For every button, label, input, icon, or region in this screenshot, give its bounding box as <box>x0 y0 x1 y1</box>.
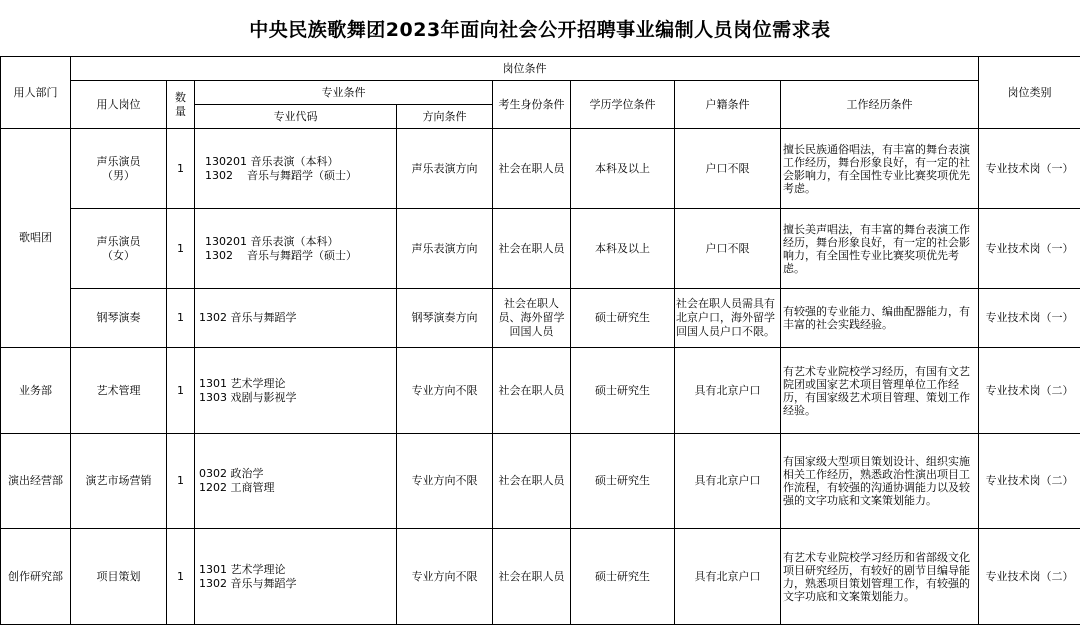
experience-cell: 擅长民族通俗唱法，有丰富的舞台表演工作经历，舞台形象良好，有一定的社会影响力，有全国性专业比赛奖项优先考虑。 <box>781 129 979 209</box>
experience-cell: 有国家级大型项目策划设计、组织实施相关工作经历，熟悉政治性演出项目工作流程，有较强的沟通协调能力以及较强的文字功底和文案策划能力。 <box>781 434 979 529</box>
hukou-cell: 户口不限 <box>675 129 781 209</box>
count-cell: 1 <box>167 434 195 529</box>
dept-cell: 创作研究部 <box>1 529 71 625</box>
table-row <box>1 434 1080 529</box>
hukou-cell: 户口不限 <box>675 209 781 289</box>
post-cell <box>71 209 167 289</box>
education-cell: 本科及以上 <box>571 209 675 289</box>
code-line: 0302 政治学 <box>199 467 264 480</box>
code-line: 1302 音乐与舞蹈学 <box>199 576 297 590</box>
code-line: 1302 音乐与舞蹈学（硕士） <box>205 168 357 182</box>
category-cell: 专业技术岗（一） <box>979 129 1080 209</box>
post-line: 声乐演员 （女） <box>96 234 141 262</box>
table-row <box>1 348 1080 434</box>
experience-cell: 有艺术专业院校学习经历和省部级文化项目研究经历，有较好的剧节目编导能力，熟悉项目策划管理工作，有较强的文字功底和文案策划能力。 <box>781 529 979 625</box>
code-cell <box>195 209 397 289</box>
identity-cell: 社会在职人员、海外留学回国人员 <box>493 289 571 348</box>
count-cell: 1 <box>167 529 195 625</box>
post-cell: 钢琴演奏 <box>71 289 167 348</box>
code-line: 1202 工商管理 <box>199 481 275 494</box>
category-cell: 专业技术岗（一） <box>979 289 1080 348</box>
hukou-cell: 社会在职人员需具有北京户口，海外留学回国人员户口不限。 <box>675 289 781 348</box>
table-row <box>1 289 1080 348</box>
post-cell: 艺术管理 <box>71 348 167 434</box>
page-title: 中央民族歌舞团2023年面向社会公开招聘事业编制人员岗位需求表 <box>249 18 831 41</box>
direction-cell: 专业方向不限 <box>397 434 493 529</box>
education-cell: 硕士研究生 <box>571 289 675 348</box>
code-line: 130201 音乐表演（本科） <box>205 154 339 168</box>
experience-cell: 有艺术专业院校学习经历，有国有文艺院团或国家艺术项目管理单位工作经历，有国家级艺术项目管理、策划工作经验。 <box>781 348 979 434</box>
table-row <box>1 129 1080 209</box>
category-cell: 专业技术岗（一） <box>979 209 1080 289</box>
header-dept: 用人部门 <box>1 57 71 129</box>
post-line: 声乐演员 （男） <box>96 154 141 182</box>
header-major-code: 专业代码 <box>195 105 397 129</box>
identity-cell: 社会在职人员 <box>493 129 571 209</box>
recruitment-table <box>0 56 1080 625</box>
post-cell: 项目策划 <box>71 529 167 625</box>
code-line: 1303 戏剧与影视学 <box>199 390 297 404</box>
code-line: 1301 艺术学理论 <box>199 376 286 390</box>
header-direction: 方向条件 <box>397 105 493 129</box>
header-identity: 考生身份条件 <box>493 81 571 129</box>
post-cell <box>71 129 167 209</box>
education-cell: 本科及以上 <box>571 129 675 209</box>
code-cell <box>195 129 397 209</box>
identity-cell: 社会在职人员 <box>493 348 571 434</box>
category-cell: 专业技术岗（二） <box>979 434 1080 529</box>
header-position-conditions: 岗位条件 <box>71 57 979 81</box>
header-count: 数量 <box>167 81 195 129</box>
header-post: 用人岗位 <box>71 81 167 129</box>
count-cell: 1 <box>167 129 195 209</box>
count-cell: 1 <box>167 289 195 348</box>
header-row-1 <box>1 57 1080 81</box>
count-cell: 1 <box>167 209 195 289</box>
code-line: 1302 音乐与舞蹈学（硕士） <box>205 248 357 262</box>
code-cell <box>195 529 397 625</box>
identity-cell: 社会在职人员 <box>493 209 571 289</box>
count-cell: 1 <box>167 348 195 434</box>
education-cell: 硕士研究生 <box>571 348 675 434</box>
direction-cell: 声乐表演方向 <box>397 129 493 209</box>
table-row <box>1 529 1080 625</box>
header-row-2 <box>1 81 1080 105</box>
direction-cell: 专业方向不限 <box>397 348 493 434</box>
education-cell: 硕士研究生 <box>571 434 675 529</box>
experience-cell: 有较强的专业能力、编曲配器能力，有丰富的社会实践经验。 <box>781 289 979 348</box>
post-cell: 演艺市场营销 <box>71 434 167 529</box>
code-line: 1301 艺术学理论 <box>199 562 286 576</box>
code-cell <box>195 289 397 348</box>
table-row <box>1 209 1080 289</box>
education-cell: 硕士研究生 <box>571 529 675 625</box>
header-major-conditions: 专业条件 <box>195 81 493 105</box>
code-cell <box>195 348 397 434</box>
code-line: 130201 音乐表演（本科） <box>205 234 339 248</box>
hukou-cell: 具有北京户口 <box>675 348 781 434</box>
code-line: 1302 音乐与舞蹈学 <box>199 311 297 324</box>
identity-cell: 社会在职人员 <box>493 434 571 529</box>
hukou-cell: 具有北京户口 <box>675 434 781 529</box>
hukou-cell: 具有北京户口 <box>675 529 781 625</box>
header-category: 岗位类别 <box>979 57 1080 129</box>
identity-cell: 社会在职人员 <box>493 529 571 625</box>
dept-cell: 业务部 <box>1 348 71 434</box>
experience-cell: 擅长美声唱法，有丰富的舞台表演工作经历，舞台形象良好，有一定的社会影响力，有全国性专业比赛奖项优先考虑。 <box>781 209 979 289</box>
category-cell: 专业技术岗（二） <box>979 348 1080 434</box>
category-cell: 专业技术岗（二） <box>979 529 1080 625</box>
header-experience: 工作经历条件 <box>781 81 979 129</box>
direction-cell: 声乐表演方向 <box>397 209 493 289</box>
code-cell <box>195 434 397 529</box>
direction-cell: 钢琴演奏方向 <box>397 289 493 348</box>
header-education: 学历学位条件 <box>571 81 675 129</box>
direction-cell: 专业方向不限 <box>397 529 493 625</box>
dept-cell: 演出经营部 <box>1 434 71 529</box>
dept-cell: 歌唱团 <box>1 129 71 348</box>
header-hukou: 户籍条件 <box>675 81 781 129</box>
